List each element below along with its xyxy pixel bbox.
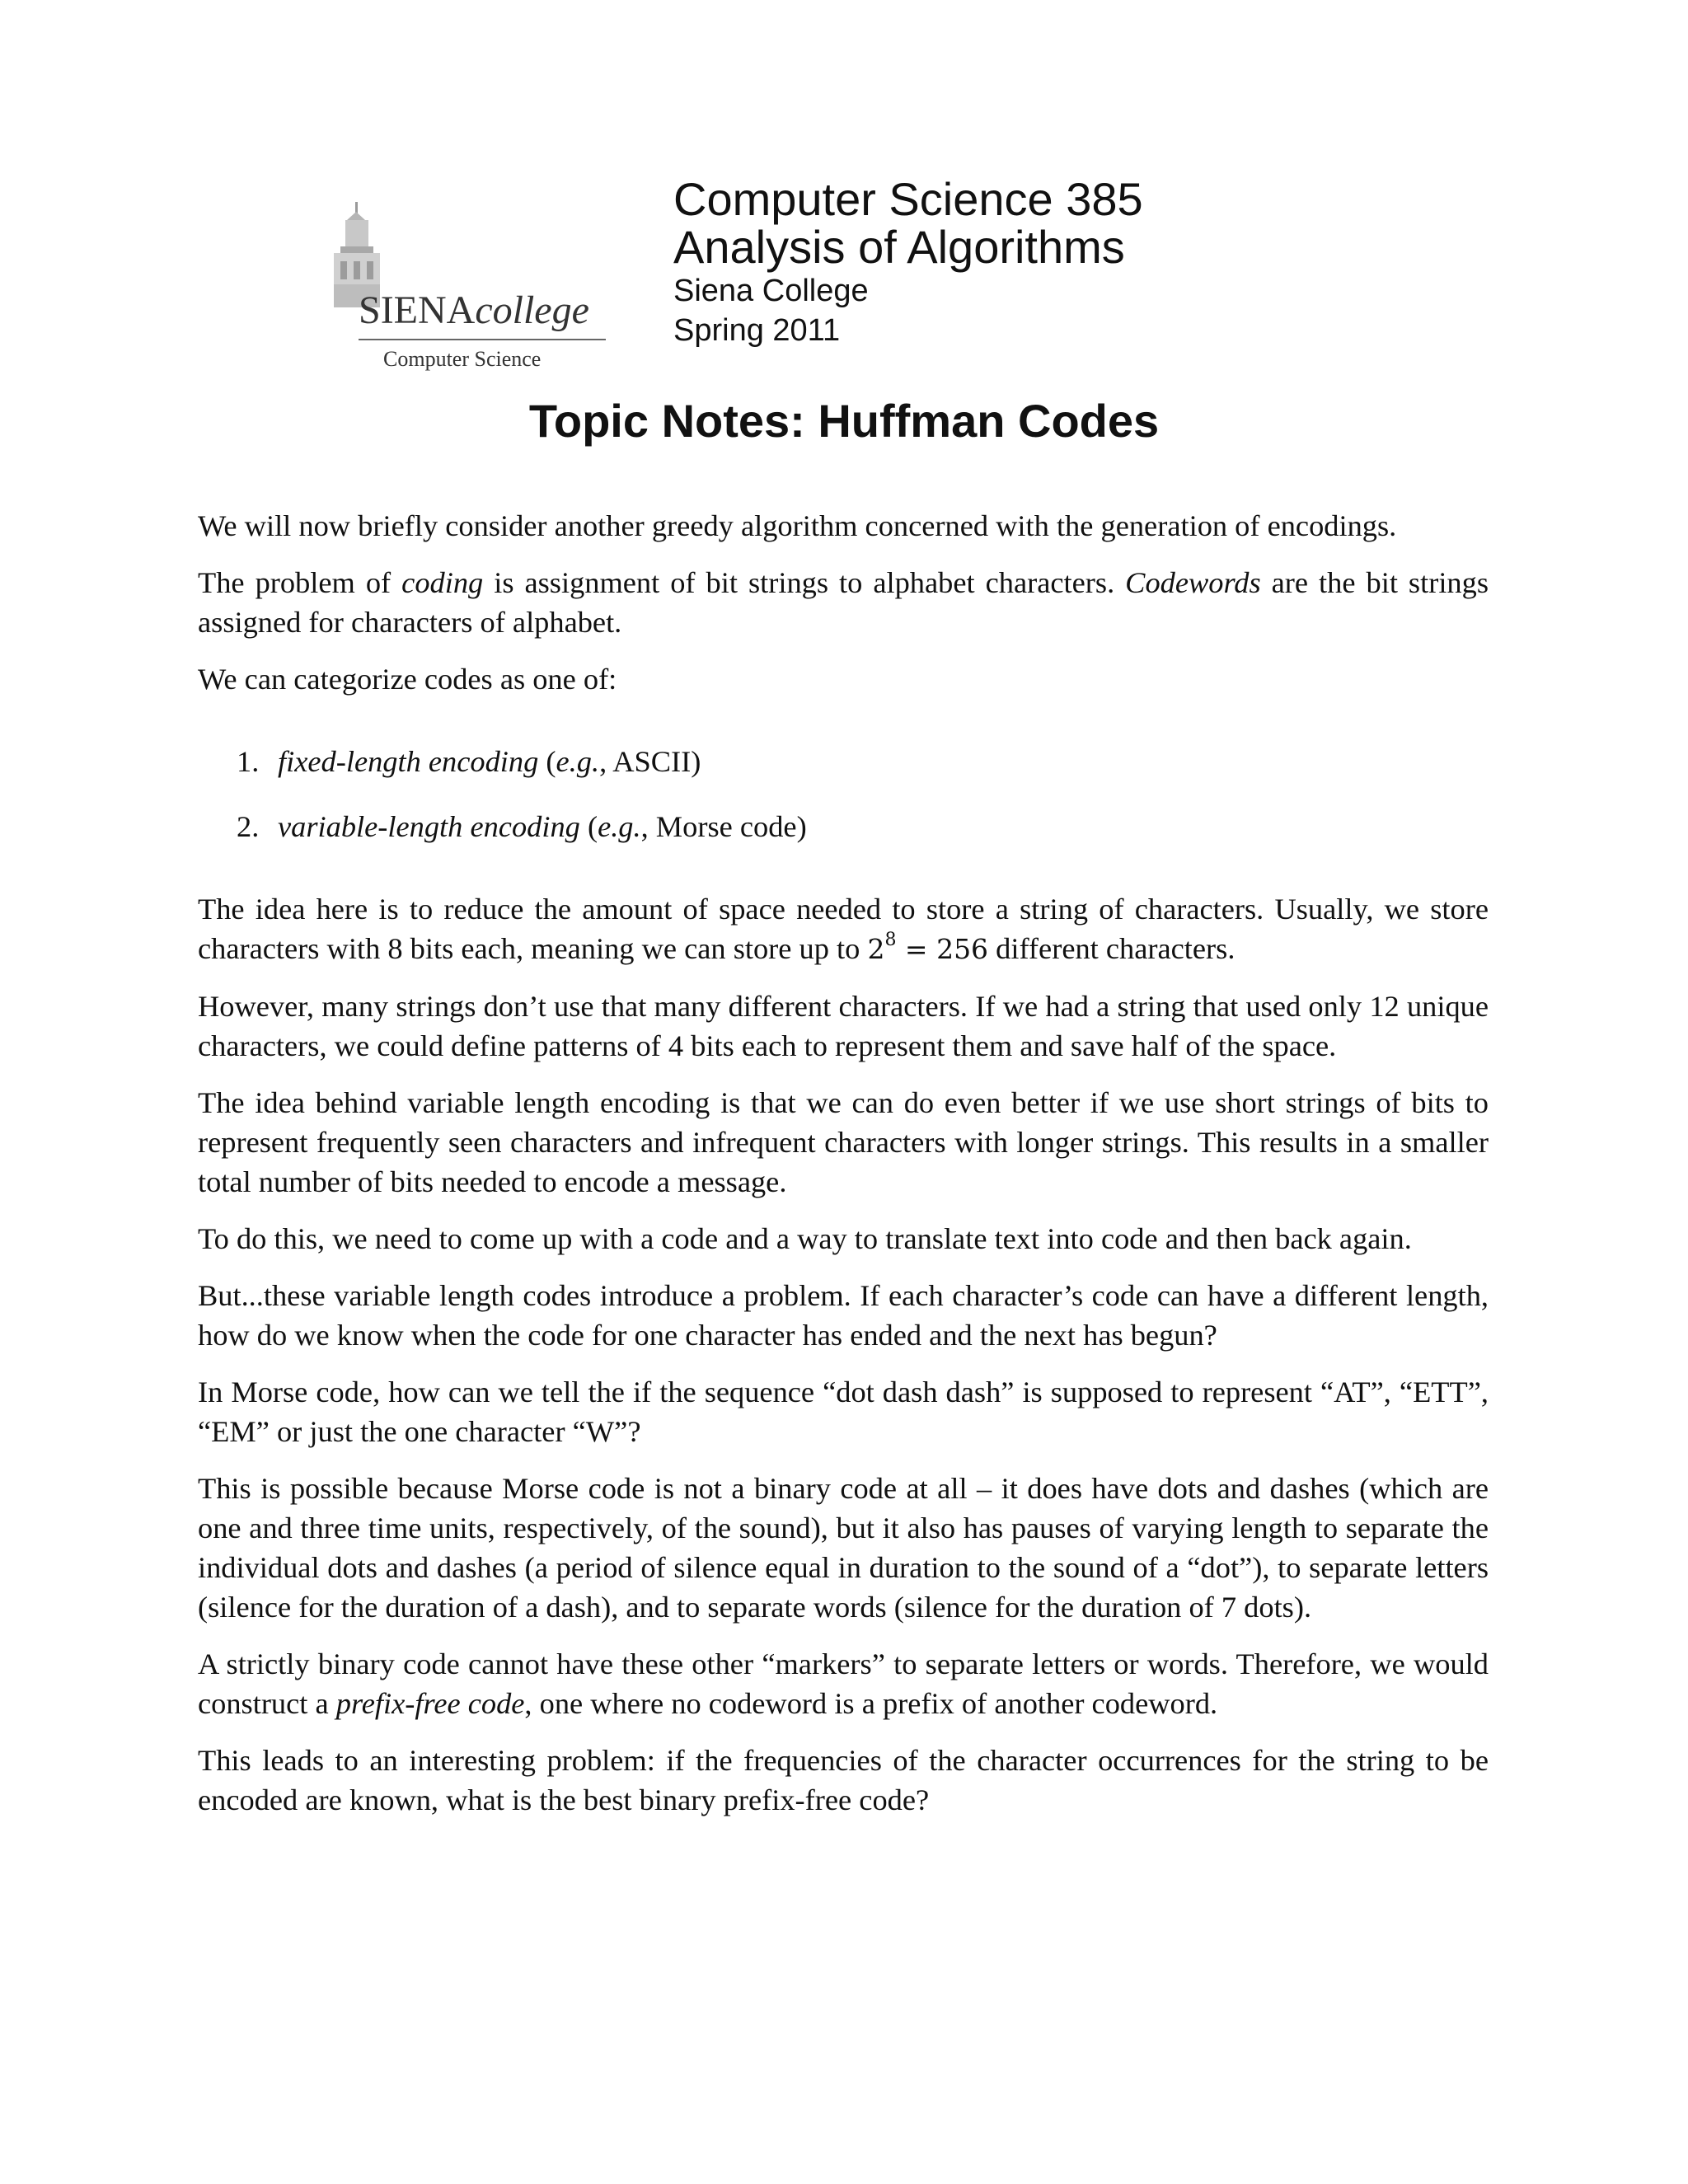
logo-subtitle: Computer Science (383, 347, 542, 371)
course-title: Analysis of Algorithms (673, 221, 1125, 273)
course-info (673, 173, 1143, 350)
paragraph: This leads to an interesting problem: if the frequencies of the character occurrences for the string to be encoded are known, what is the best binary prefix-free code? (198, 1744, 1489, 1816)
list-item: 1. fixed-length encoding (e.g., ASCII) (237, 745, 701, 778)
paragraph: A strictly binary code cannot have these other “markers” to separate letters or words. Therefore, we would construct a prefix-free code, one where no codeword is a prefix of another codeword. (198, 1647, 1489, 1720)
paragraph: However, many strings don’t use that many different characters. If we had a string that used only 12 unique characters, we could define patterns of 4 bits each to represent them and save half of the space. (198, 990, 1489, 1062)
page-title: Topic Notes: Huffman Codes (528, 395, 1160, 447)
math-expression: $2^8 = 256$ (867, 930, 989, 965)
paragraph: The problem of coding is assignment of bit strings to alphabet characters. Codewords are the bit strings assigned for characters of alphabet. (198, 566, 1489, 639)
siena-college-logo (326, 202, 606, 371)
term: Spring 2011 (673, 313, 841, 348)
page-header (0, 165, 1688, 371)
code-type-list (198, 742, 1489, 846)
logo-divider (359, 339, 606, 340)
list-item: 2. variable-length encoding (e.g., Morse code) (237, 810, 807, 843)
logo-wordmark: SIENAcollege (359, 288, 589, 332)
paragraph: In Morse code, how can we tell the if the sequence “dot dash dash” is supposed to represent “AT”, “ETT”, “EM” or just the one character “W”? (198, 1376, 1489, 1448)
institution: Siena College (673, 274, 869, 308)
paragraph: To do this, we need to come up with a code and a way to translate text into code and then back again. (198, 1222, 1412, 1255)
paragraph: The idea here is to reduce the amount of space needed to store a string of characters. Usually, we store characters with 8 bits each, meaning we can store up to $2^8 = 256$ different characters. (198, 893, 1489, 965)
paragraph: This is possible because Morse code is not a binary code at all – it does have dots and dashes (which are one and three time units, respectively, of the sound), but it also has pauses of varying length to separate the individual dots and dashes (a period of silence equal in duration to the sound of a “dot”), to separate letters (silence for the duration of a dash), and to separate words (silence for the duration of 7 dots). (198, 1472, 1489, 1624)
paragraph: We can categorize codes as one of: (198, 663, 617, 696)
document-body (198, 506, 1489, 1837)
paragraph: But...these variable length codes introduce a problem. If each character’s code can have a different length, how do we know when the code for one character has ended and the next has begun? (198, 1279, 1489, 1352)
course-number: Computer Science 385 (673, 173, 1143, 225)
paragraph: We will now briefly consider another greedy algorithm concerned with the generation of encodings. (198, 509, 1397, 542)
paragraph: The idea behind variable length encoding is that we can do even better if we use short strings of bits to represent frequently seen characters and infrequent characters with longer strings. This results in a smaller total number of bits needed to encode a message. (198, 1086, 1489, 1198)
